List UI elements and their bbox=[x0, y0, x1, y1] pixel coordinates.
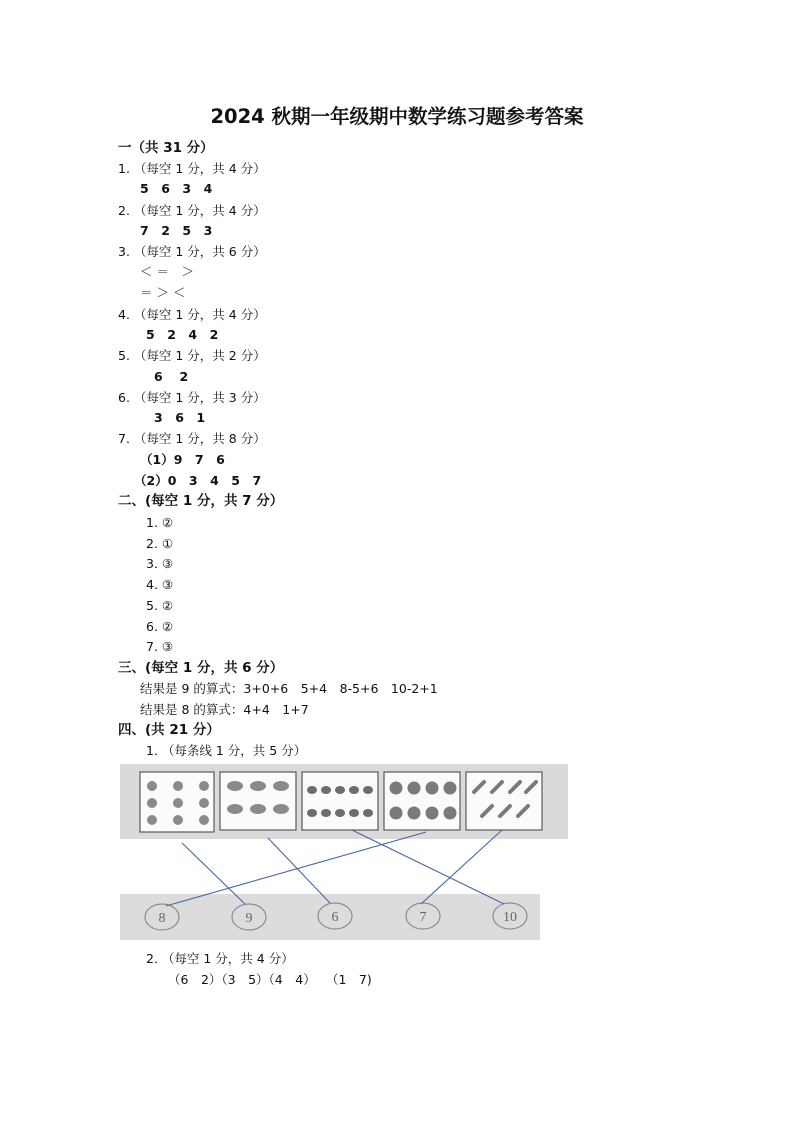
q6-label: 6. （每空 1 分，共 3 分） bbox=[118, 390, 266, 405]
number-6: 6 bbox=[331, 910, 339, 925]
s2-item-3: 3. ③ bbox=[146, 556, 174, 571]
q2-answer: 7 2 5 3 bbox=[140, 223, 213, 238]
section4-heading: 四、(共 21 分） bbox=[118, 722, 220, 738]
s4-q2-label: 2. （每空 1 分，共 4 分） bbox=[146, 951, 294, 966]
q5-answer: 6 2 bbox=[154, 369, 189, 384]
picture-box-mushrooms bbox=[220, 772, 296, 830]
s2-item-2: 2. ① bbox=[146, 536, 174, 551]
s4-q1-label: 1. （每条线 1 分，共 5 分） bbox=[146, 743, 307, 758]
q6-answer: 3 6 1 bbox=[154, 410, 206, 425]
s3-line2: 结果是 8 的算式：4+4 1+7 bbox=[140, 702, 309, 717]
section2-heading: 二、(每空 1 分，共 7 分） bbox=[118, 493, 284, 509]
s4-q2-answer: （6 2）（3 5）（4 4） （1 7) bbox=[168, 972, 372, 987]
q1-answer: 5 6 3 4 bbox=[140, 181, 213, 196]
q2-label: 2. （每空 1 分，共 4 分） bbox=[118, 203, 266, 218]
s2-item-5: 5. ② bbox=[146, 598, 174, 613]
q3-answer-line1: ＜ ＝ ＞ bbox=[140, 264, 194, 279]
match-line-carrots-7 bbox=[421, 830, 502, 904]
s2-item-4: 4. ③ bbox=[146, 577, 174, 592]
q5-label: 5. （每空 1 分，共 2 分） bbox=[118, 348, 266, 363]
number-9: 9 bbox=[245, 911, 253, 926]
picture-box-beans bbox=[302, 772, 378, 830]
s2-item-7: 7. ③ bbox=[146, 639, 174, 654]
q3-label: 3. （每空 1 分，共 6 分） bbox=[118, 244, 266, 259]
section3-heading: 三、(每空 1 分，共 6 分） bbox=[118, 660, 284, 676]
matching-figure bbox=[118, 762, 570, 944]
number-8: 8 bbox=[158, 911, 166, 926]
q7-part1: （1）9 7 6 bbox=[140, 452, 225, 467]
s2-item-6: 6. ② bbox=[146, 619, 174, 634]
s3-line1: 结果是 9 的算式：3+0+6 5+4 8-5+6 10-2+1 bbox=[140, 681, 438, 696]
q7-label: 7. （每空 1 分，共 8 分） bbox=[118, 431, 266, 446]
picture-box-apples bbox=[140, 772, 214, 832]
q4-answer: 5 2 4 2 bbox=[146, 327, 219, 342]
q1-label: 1. （每空 1 分，共 4 分） bbox=[118, 161, 266, 176]
number-7: 7 bbox=[419, 910, 427, 925]
q7-part2: （2）0 3 4 5 7 bbox=[134, 473, 262, 488]
section1-heading: 一（共 31 分） bbox=[118, 140, 214, 156]
page-title: 2024 秋期一年级期中数学练习题参考答案 bbox=[210, 105, 584, 128]
match-line-mushrooms-6 bbox=[268, 838, 330, 903]
picture-box-tomatoes bbox=[384, 772, 460, 830]
q3-answer-line2: ＝ ＞ ＜ bbox=[140, 285, 186, 300]
match-line-beans-10 bbox=[352, 830, 504, 904]
number-10: 10 bbox=[503, 910, 517, 925]
s2-item-1: 1. ② bbox=[146, 515, 174, 530]
q4-label: 4. （每空 1 分，共 4 分） bbox=[118, 307, 266, 322]
picture-box-carrots bbox=[466, 772, 542, 830]
